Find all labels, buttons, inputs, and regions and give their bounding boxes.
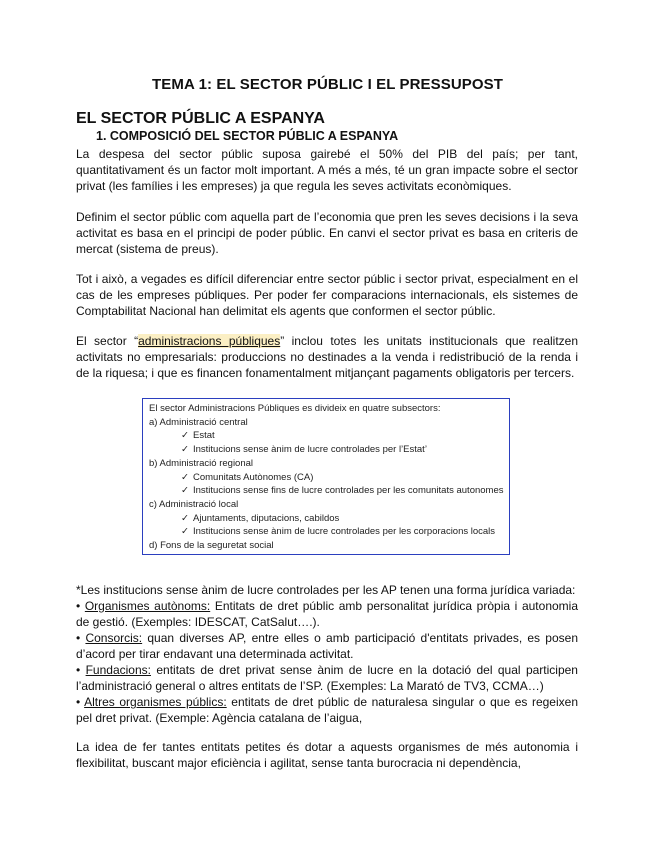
footnote-term-3: Fundacions:	[85, 663, 151, 677]
box-subitem-b2-label: Institucions sense fins de lucre controlades per les comunitats autonomes	[193, 485, 504, 497]
footnote-text-2: quan diverses AP, entre elles o amb participació d'entitats privades, es posen d’acord per tirar endavant una determinada activitat.	[76, 631, 578, 661]
box-item-c: c) Administració local	[149, 498, 239, 510]
check-icon: ✓	[181, 444, 189, 456]
footnote-item-4	[76, 694, 578, 726]
document-title: TEMA 1: EL SECTOR PÚBLIC I EL PRESSUPOST	[152, 76, 503, 93]
bullet-icon: •	[76, 695, 81, 709]
footnote-term-1: Organismes autònoms:	[84, 599, 211, 613]
subsection-heading: 1. COMPOSICIÓ DEL SECTOR PÚBLIC A ESPANYA	[96, 129, 399, 143]
box-item-a: a) Administració central	[149, 416, 248, 428]
footnote-text-3: entitats de dret privat sense ànim de lucre en la dotació del qual participen l’administració general o altres entitats de l’SP. (Exemples: La Marató de TV3, CCMA…)	[76, 663, 578, 693]
closing-paragraph	[76, 739, 578, 771]
paragraph-4-text	[76, 333, 578, 381]
footnote-text-4: entitats de dret públic de naturalesa singular o que es regeixen pel dret privat. (Exemple: Agència catalana de l’aigua,	[76, 695, 578, 725]
section-heading: EL SECTOR PÚBLIC A ESPANYA	[76, 110, 325, 127]
box-subitem-c1-label: Ajuntaments, diputacions, cabildos	[193, 512, 340, 524]
box-subitem-b1-label: Comunitats Autònomes (CA)	[193, 471, 314, 483]
box-subitem-a1-label: Estat	[193, 430, 215, 442]
check-icon: ✓	[181, 485, 189, 497]
footnote-item-2	[76, 630, 578, 662]
check-icon: ✓	[181, 512, 189, 524]
footnote-intro: *Les institucions sense ànim de lucre controlades per les AP tenen una forma jurídica variada:	[76, 583, 576, 597]
footnote-text-1: Entitats de dret públic amb personalitat jurídica pròpia i autonomia de gestió. (Exemples: IDESCAT, CatSalut….).	[76, 599, 578, 629]
check-icon: ✓	[181, 471, 189, 483]
box-item-d: d) Fons de la seguretat social	[149, 540, 274, 552]
footnote-item-1	[76, 598, 578, 630]
paragraph-3-text: Tot i això, a vegades es difícil diferenciar entre sector públic i sector privat, especialment en el cas de les empreses públiques. Per poder fer comparacions internacionals, els sistemes de Comptabilitat Nacional han delimitat els agents que conformen el sector públic.	[76, 272, 578, 318]
paragraph-3	[76, 271, 578, 319]
footnote-item-3	[76, 662, 578, 694]
footnote-term-2: Consorcis:	[85, 631, 143, 645]
paragraph-4	[76, 333, 578, 381]
box-subitem-b1	[149, 471, 509, 485]
bullet-icon: •	[76, 631, 81, 645]
box-subitem-a2-label: Institucions sense ànim de lucre controlades per l’Estat’	[193, 444, 427, 456]
paragraph-2	[76, 209, 578, 257]
box-subitem-c2	[149, 525, 509, 539]
subsectors-box	[142, 398, 510, 555]
box-item-b: b) Administració regional	[149, 457, 254, 469]
paragraph-4-prefix: El sector “	[76, 334, 139, 348]
paragraph-1-text: La despesa del sector públic suposa gairebé el 50% del PIB del país; per tant, quantitativament és un factor molt important. A més a més, té un gran impacte sobre el sector privat (les famílies i les empreses) ja que regula les seves activitats econòmiques.	[76, 147, 578, 193]
paragraph-2-text: Definim el sector públic com aquella part de l’economia que pren les seves decisions i la seva activitat es basa en el principi de poder públic. En canvi el sector privat es basa en criteris de mercat (sistema de preus).	[76, 210, 578, 256]
paragraph-1	[76, 146, 578, 194]
bullet-icon: •	[76, 663, 81, 677]
box-subitem-b2	[149, 484, 509, 498]
footnote-term-4: Altres organismes públics:	[84, 695, 227, 709]
box-subitem-a2	[149, 443, 509, 457]
bullet-icon: •	[76, 599, 81, 613]
closing-paragraph-text: La idea de fer tantes entitats petites és dotar a aquests organismes de més autonomia i flexibilitat, buscant major eficiència i agilitat, sense tanta burocracia ni dependència,	[76, 740, 578, 770]
box-intro: El sector Administracions Públiques es divideix en quatre subsectors:	[149, 403, 441, 414]
paragraph-4-suffix: ” inclou totes les unitats institucionals que realitzen activitats no empresarials: produccions no destinades a la venda i redistribució de la renda i de la riquesa; i que es financen fonamentalment mitjançant pagaments obligatoris per tercers.	[76, 334, 579, 380]
footnote	[76, 582, 578, 726]
box-subitem-c2-label: Institucions sense ànim de lucre controlades per les corporacions locals	[193, 526, 496, 538]
check-icon: ✓	[181, 526, 189, 538]
highlighted-term: administracions públiques	[138, 334, 281, 348]
box-subitem-c1	[149, 512, 509, 526]
box-subitem-a1	[149, 429, 509, 443]
check-icon: ✓	[181, 430, 189, 442]
